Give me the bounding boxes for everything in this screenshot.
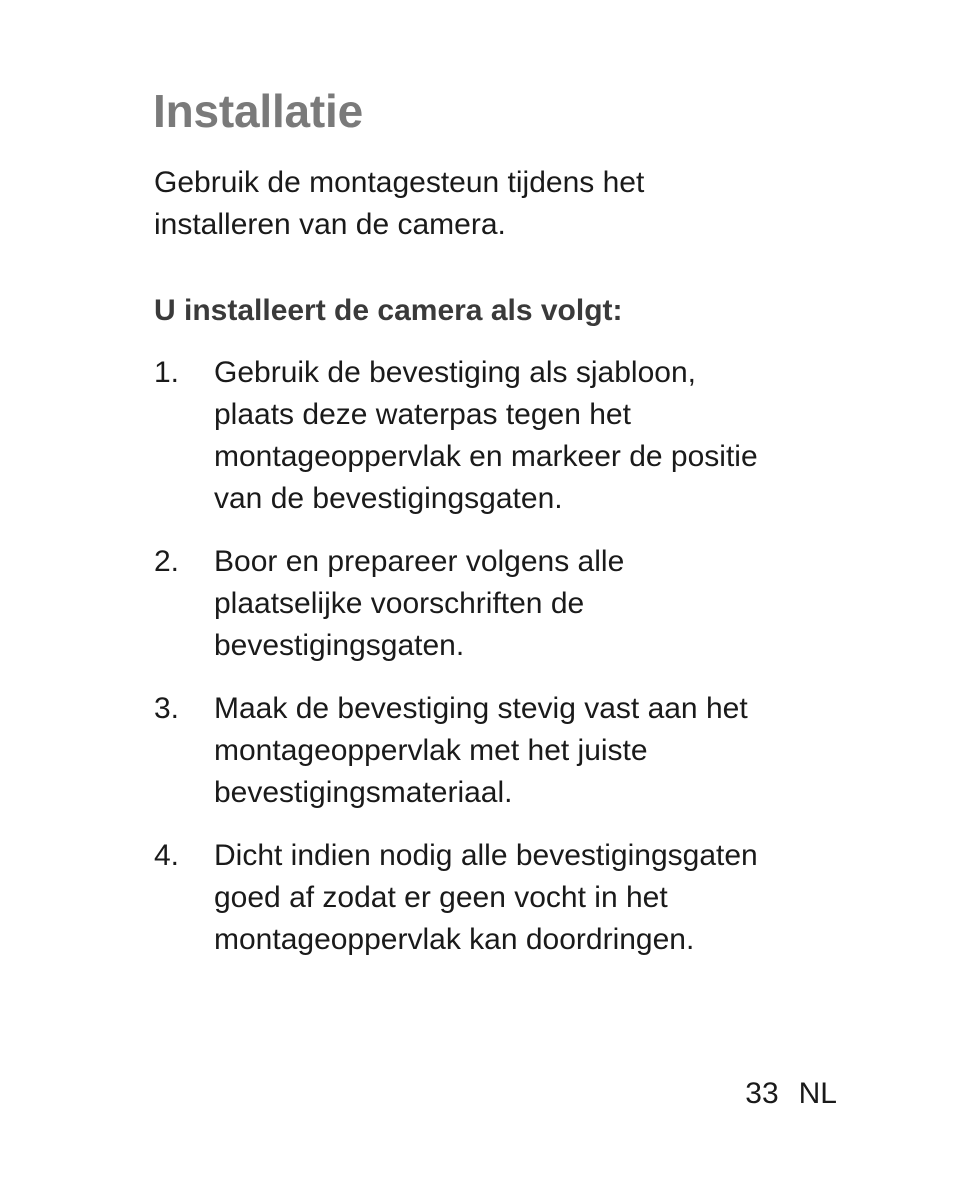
list-item-step-2 xyxy=(154,541,854,667)
list-item-step-3 xyxy=(154,688,854,814)
step-number: 1. xyxy=(154,356,180,389)
step-text: Gebruik de bevestiging als sjabloon, plaats deze waterpas tegen het montageoppervlak en markeer de positie van de bevestigingsgaten. xyxy=(214,356,758,515)
list-item-step-1 xyxy=(154,352,854,520)
step-number: 3. xyxy=(154,692,180,725)
step-number: 2. xyxy=(154,545,180,578)
intro-paragraph: Gebruik de montagesteun tijdens het installeren van de camera. xyxy=(154,166,645,241)
page-footer xyxy=(745,1073,837,1115)
page-title: Installatie xyxy=(153,85,363,137)
step-text: Dicht indien nodig alle bevestigingsgaten goed af zodat er geen vocht in het montageoppervlak kan doordringen. xyxy=(214,839,758,956)
steps-heading: U installeert de camera als volgt: xyxy=(154,294,623,327)
step-number: 4. xyxy=(154,839,180,872)
list-item-step-4 xyxy=(154,835,854,961)
step-text: Boor en prepareer volgens alle plaatselijke voorschriften de bevestigingsgaten. xyxy=(214,545,625,662)
page-number: 33 xyxy=(745,1077,779,1110)
installation-steps-list xyxy=(154,352,854,982)
language-code: NL xyxy=(798,1077,837,1110)
step-text: Maak de bevestiging stevig vast aan het montageoppervlak met het juiste bevestigingsmateriaal. xyxy=(214,692,748,809)
